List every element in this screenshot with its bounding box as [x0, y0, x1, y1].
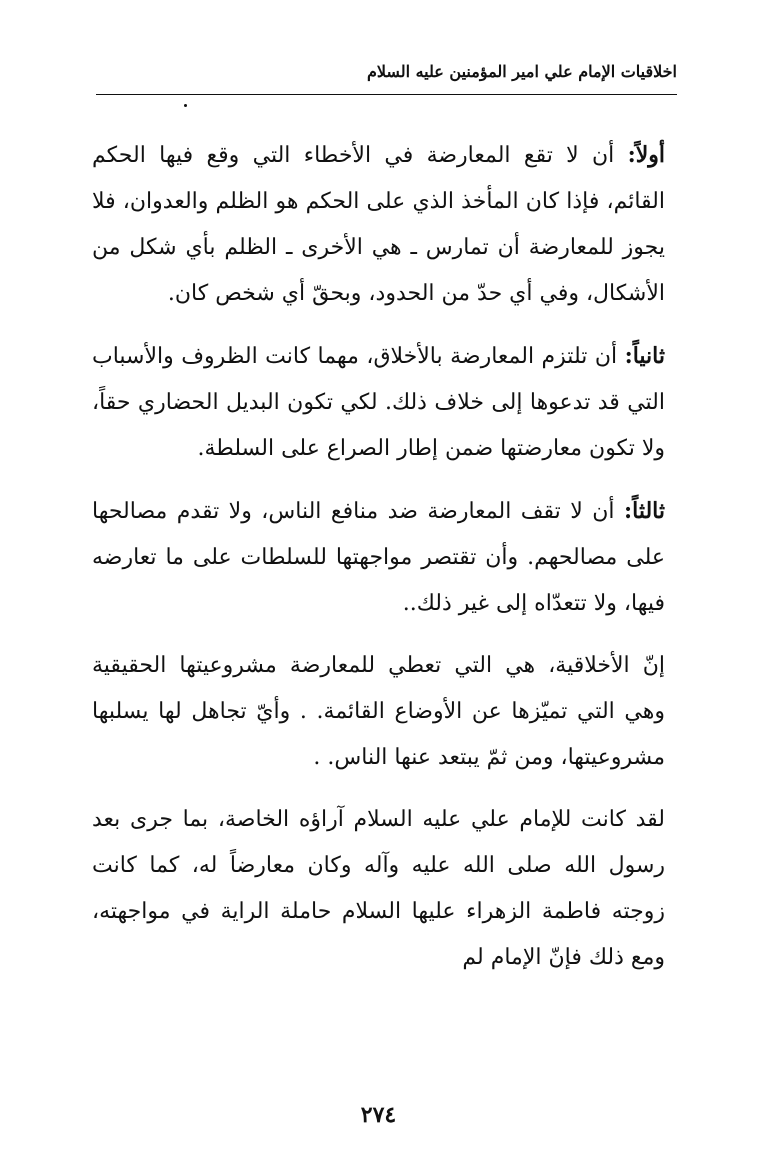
paragraph-lead-first: أولاً: [627, 142, 665, 168]
paragraph-text: إنّ الأخلاقية، هي التي تعطي للمعارضة مشروعيتها الحقيقية وهي التي تميّزها عن الأوضاع القائمة. . وأيّ تجاهل لها يسلبها مشروعيتها، ومن ثمّ يبتعد عنها الناس. . [92, 653, 665, 770]
ink-speck [184, 104, 187, 107]
running-header-title: اخلاقيات الإمام علي امير المؤمنين عليه السلام [366, 62, 677, 81]
paragraph-imam-ali [92, 797, 665, 981]
paragraph-lead-third: ثالثاً: [624, 498, 665, 524]
page-body [92, 132, 665, 997]
page-number: ٢٧٤ [360, 1102, 397, 1128]
paragraph-text: أن لا تقع المعارضة في الأخطاء التي وقع فيها الحكم القائم، فإذا كان المأخذ الذي على الحكم هو الظلم والعدوان، فلا يجوز للمعارضة أن تمارس ـ هي الأخرى ـ الظلم بأي شكل من الأشكال، وفي أي حدّ من الحدود، وبحقّ أي شخص كان. [92, 143, 665, 306]
paragraph-lead-second: ثانياً: [624, 343, 665, 369]
paragraph-text: أن تلتزم المعارضة بالأخلاق، مهما كانت الظروف والأسباب التي قد تدعوها إلى خلاف ذلك. لكي تكون البديل الحضاري حقاً، ولا تكون معارضتها ضمن إطار الصراع على السلطة. [92, 344, 665, 461]
paragraph-second [92, 333, 665, 472]
paragraph-first [92, 132, 665, 317]
paragraph-third [92, 488, 665, 627]
header-divider [96, 94, 677, 95]
paragraph-text: لقد كانت للإمام علي عليه السلام آراؤه الخاصة، بما جرى بعد رسول الله صلى الله عليه وآله وكان معارضاً له، كما كانت زوجته فاطمة الزهراء عليها السلام حاملة الراية في مواجهته، ومع ذلك فإنّ الإمام لم [92, 807, 665, 970]
paragraph-ethics [92, 643, 665, 781]
paragraph-text: أن لا تقف المعارضة ضد منافع الناس، ولا تقدم مصالحها على مصالحهم. وأن تقتصر مواجهتها للسلطات على ما تعارضه فيها، ولا تتعدّاه إلى غير ذلك.. [92, 499, 665, 616]
